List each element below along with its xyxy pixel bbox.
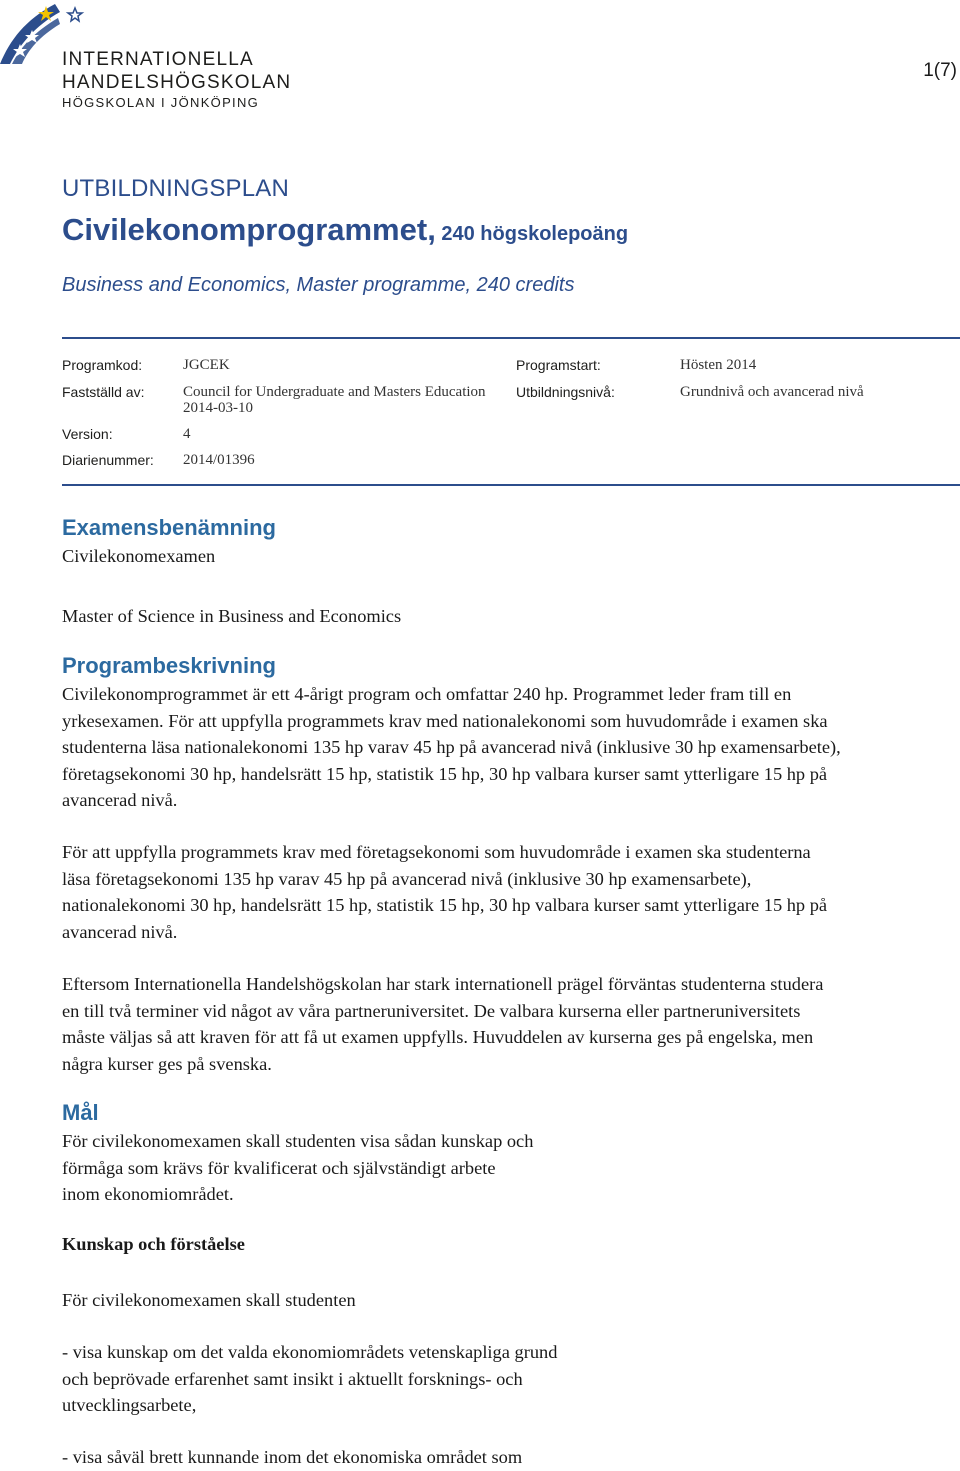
logo-text xyxy=(62,48,291,112)
page-number: 1(7) xyxy=(923,60,957,81)
text-line: - visa kunskap om det valda ekonomiområdets vetenskapliga grund xyxy=(62,1342,558,1362)
text-line: avancerad nivå. xyxy=(62,921,178,942)
divider-top xyxy=(62,337,960,339)
programstart-value: Hösten 2014 xyxy=(680,357,757,373)
text-line: några kurser ges på svenska. xyxy=(62,1053,272,1074)
diarienummer-label: Diarienummer: xyxy=(62,452,154,468)
programbeskrivning-paragraph-3 xyxy=(62,971,960,1077)
text-line: Eftersom Internationella Handelshögskolan har stark internationell prägel förväntas studenterna studera xyxy=(62,974,824,994)
programkod-value: JGCEK xyxy=(183,357,230,373)
mal-paragraph xyxy=(62,1128,960,1208)
version-label: Version: xyxy=(62,426,113,442)
text-line: och beprövade erfarenhet samt insikt i aktuellt forsknings- och xyxy=(62,1368,523,1389)
kunskap-intro: För civilekonomexamen skall studenten xyxy=(62,1290,356,1310)
text-line: nationalekonomi 30 hp, handelsrätt 15 hp, statistik 15 hp, 30 hp valbara kurser samt ytterligare 15 hp på xyxy=(62,895,828,915)
utbildningsniva-label: Utbildningsnivå: xyxy=(516,384,615,400)
text-line: För att uppfylla programmets krav med företagsekonomi som huvudområde i examen ska studenterna xyxy=(62,842,811,862)
programkod-label: Programkod: xyxy=(62,357,143,373)
kunskap-heading: Kunskap och förståelse xyxy=(62,1234,245,1254)
text-line: utvecklingsarbete, xyxy=(62,1395,197,1415)
text-line: en till två terminer vid något av våra partneruniversitet. De valbara kurserna eller partneruniversitets xyxy=(62,1000,801,1021)
logo-line-1: INTERNATIONELLA xyxy=(62,49,254,70)
diarienummer-value: 2014/01396 xyxy=(183,452,255,468)
document-type: UTBILDNINGSPLAN xyxy=(62,175,290,202)
programbeskrivning-paragraph-2 xyxy=(62,839,960,945)
kunskap-item-2: - visa såväl brett kunnande inom det ekonomiska området som xyxy=(62,1447,523,1467)
faststalld-value-1: Council for Undergraduate and Masters Education xyxy=(183,384,486,400)
examensbenamning-heading: Examensbenämning xyxy=(62,515,276,540)
version-value: 4 xyxy=(183,426,191,442)
text-line: förmåga som krävs för kvalificerat och självständigt arbete xyxy=(62,1157,496,1178)
logo-line-3: HÖGSKOLAN I JÖNKÖPING xyxy=(62,95,260,110)
programbeskrivning-paragraph-1 xyxy=(62,681,960,814)
faststalld-label: Fastställd av: xyxy=(62,384,145,400)
text-line: avancerad nivå. xyxy=(62,790,178,810)
text-line: företagsekonomi 30 hp, handelsrätt 15 hp, statistik 15 hp, 30 hp valbara kurser samt ytterligare 15 hp på xyxy=(62,763,828,784)
title-suffix: 240 högskolepoäng xyxy=(435,223,629,245)
text-line: inom ekonomiområdet. xyxy=(62,1184,234,1204)
utbildningsniva-value: Grundnivå och avancerad nivå xyxy=(680,384,864,400)
examen-swedish: Civilekonomexamen xyxy=(62,546,216,566)
text-line: måste väljas så att kraven för att få ut examen uppfylls. Huvuddelen av kurserna ges på engelska, men xyxy=(62,1027,814,1047)
programbeskrivning-heading: Programbeskrivning xyxy=(62,653,276,678)
text-line: studenterna läsa nationalekonomi 135 hp varav 45 hp på avancerad nivå (inklusive 30 hp examensarbete), xyxy=(62,737,841,757)
examen-english: Master of Science in Business and Economics xyxy=(62,606,402,626)
mal-heading: Mål xyxy=(62,1100,99,1125)
text-line: Civilekonomprogrammet är ett 4-årigt program och omfattar 240 hp. Programmet leder fram till en xyxy=(62,684,792,704)
divider-bottom xyxy=(62,484,960,486)
text-line: För civilekonomexamen skall studenten visa sådan kunskap och xyxy=(62,1131,534,1151)
page-subtitle: Business and Economics, Master programme, 240 credits xyxy=(62,274,575,296)
page-title xyxy=(62,212,628,248)
faststalld-value-2: 2014-03-10 xyxy=(183,400,253,416)
kunskap-item-1 xyxy=(62,1339,960,1419)
logo-line-2: HANDELSHÖGSKOLAN xyxy=(62,72,292,93)
programstart-label: Programstart: xyxy=(516,357,601,373)
text-line: läsa företagsekonomi 135 hp varav 45 hp på avancerad nivå (inklusive 30 hp examensarbete), xyxy=(62,868,752,889)
text-line: yrkesexamen. För att uppfylla programmets krav med nationalekonomi som huvudområde i examen ska xyxy=(62,710,828,731)
title-main: Civilekonomprogrammet, xyxy=(62,212,436,247)
